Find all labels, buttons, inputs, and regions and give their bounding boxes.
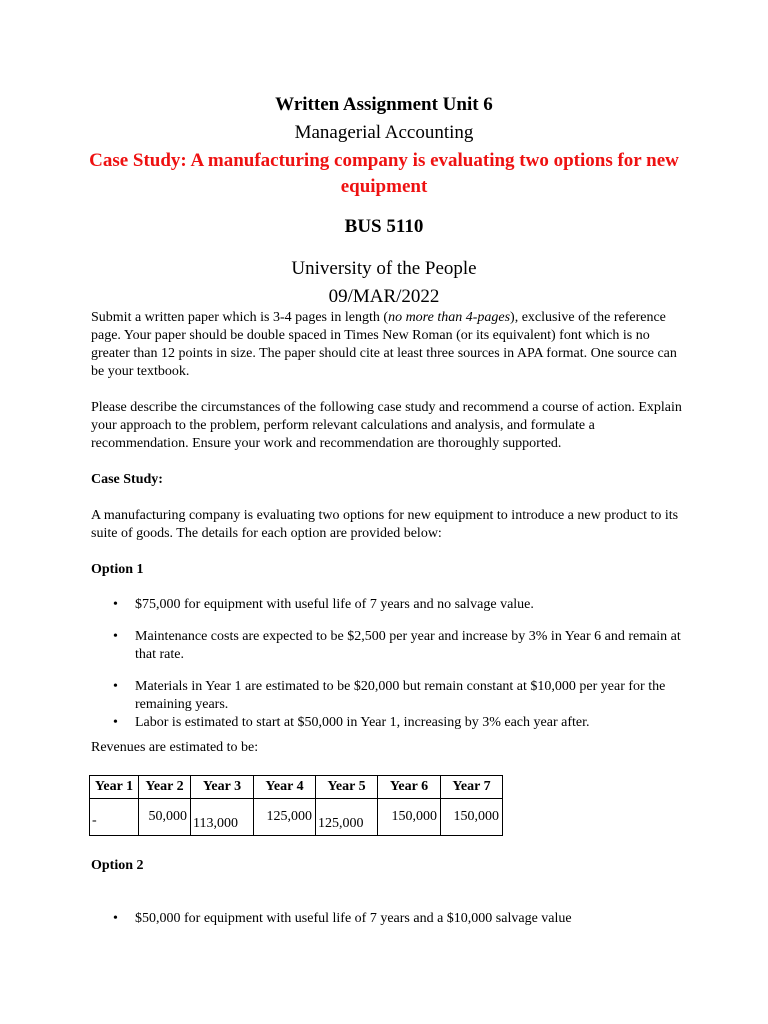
table-header-cell: Year 1 — [90, 776, 139, 799]
table-cell: 125,000 — [316, 799, 378, 836]
list-item: • $50,000 for equipment with useful life of 7 years and a $10,000 salvage value — [113, 911, 572, 926]
page-limit-note: no more than 4-pages — [388, 310, 511, 325]
bullet-icon: • — [113, 715, 118, 730]
table-cell: - — [90, 799, 139, 836]
table-cell: 150,000 — [378, 799, 441, 836]
bullet-icon: • — [113, 679, 118, 694]
task-paragraph: Please describe the circumstances of the following case study and recommend a course of action. Explain your approach to the problem, perform relevant calculations and analysis, and formulate a recommendation. Ensure your work and recommendation are thoroughly supported. — [91, 400, 682, 451]
bullet-icon: • — [113, 597, 118, 612]
table-cell: 125,000 — [254, 799, 316, 836]
instructions-paragraph: Submit a written paper which is 3-4 pages in length (no more than 4-pages), exclusive of the reference page. Your paper should be double spaced in Times New Roman (or its equivalent) font which is no greater than 12 points in size. The paper should cite at least three sources in APA format. One source can be your textbook. — [91, 310, 677, 379]
option-1-heading: Option 1 — [91, 562, 144, 577]
revenues-label: Revenues are estimated to be: — [91, 740, 259, 755]
case-study-label: Case Study: — [91, 472, 163, 487]
assignment-date: 09/MAR/2022 — [328, 286, 440, 307]
list-item: • $75,000 for equipment with useful life of 7 years and no salvage value. — [113, 597, 534, 612]
bullet-icon: • — [113, 911, 118, 926]
subject-title: Managerial Accounting — [294, 122, 474, 143]
case-study-heading: Case Study: A manufacturing company is evaluating two options for new equipment — [89, 150, 679, 197]
university-name: University of the People — [291, 258, 477, 279]
table-cell: 50,000 — [139, 799, 191, 836]
table-header-cell: Year 3 — [191, 776, 254, 799]
list-item: • Maintenance costs are expected to be $2,500 per year and increase by 3% in Year 6 and remain at that rate. — [113, 629, 681, 662]
option-2-list — [91, 910, 691, 928]
bullet-icon: • — [113, 629, 118, 644]
revenue-table — [89, 775, 503, 836]
table-header-row — [90, 776, 503, 799]
table-cell: 150,000 — [441, 799, 503, 836]
table-cell: 113,000 — [191, 799, 254, 836]
table-row — [90, 799, 503, 836]
case-study-text: A manufacturing company is evaluating two options for new equipment to introduce a new product to its suite of goods. The details for each option are provided below: — [91, 508, 679, 541]
option-1-list — [91, 596, 691, 732]
option-2-heading: Option 2 — [91, 858, 144, 873]
table-header-cell: Year 6 — [378, 776, 441, 799]
course-code: BUS 5110 — [344, 216, 424, 237]
table-header-cell: Year 2 — [139, 776, 191, 799]
table-header-cell: Year 7 — [441, 776, 503, 799]
table-header-cell: Year 5 — [316, 776, 378, 799]
list-item: • Materials in Year 1 are estimated to be $20,000 but remain constant at $10,000 per year for the remaining years. — [113, 679, 666, 712]
table-header-cell: Year 4 — [254, 776, 316, 799]
list-item: • Labor is estimated to start at $50,000 in Year 1, increasing by 3% each year after. — [113, 715, 590, 730]
assignment-title: Written Assignment Unit 6 — [275, 94, 493, 115]
